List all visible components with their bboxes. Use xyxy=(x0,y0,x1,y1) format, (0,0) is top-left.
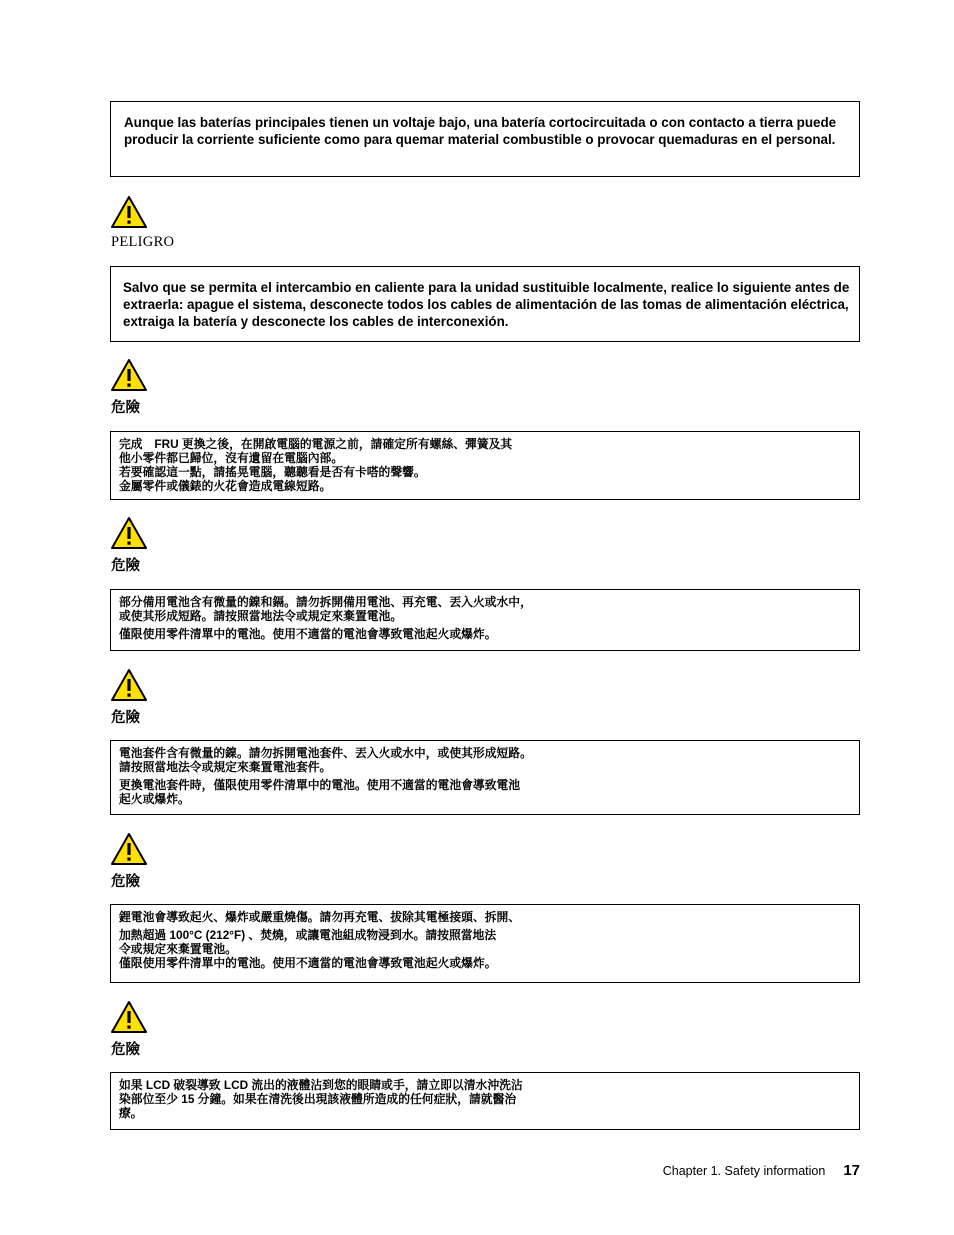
danger-line: 電池套件含有微量的鎳。請勿拆開電池套件、丟入火或水中，或使其形成短路。 xyxy=(119,746,532,760)
peligro-label: PELIGRO xyxy=(111,234,175,250)
warning-icon xyxy=(110,668,148,702)
danger-label: 危險 xyxy=(111,400,140,416)
danger-line: 金屬零件或儀錶的火花會造成電線短路。 xyxy=(119,479,332,493)
warning-icon xyxy=(110,1000,148,1034)
danger-box xyxy=(110,904,860,983)
danger-line: 更換電池套件時，僅限使用零件清單中的電池。使用不適當的電池會導致電池 xyxy=(119,778,521,792)
notice-text: Aunque las baterías principales tienen un voltaje bajo, una batería cortocircuitada o con contacto a tierra puede producir la corriente suficiente como para quemar material combustible o provocar quemaduras en el personal. xyxy=(124,115,837,147)
danger-box xyxy=(110,431,860,500)
footer-chapter: Chapter 1. Safety information xyxy=(662,1164,826,1178)
danger-box xyxy=(110,740,860,815)
danger-label: 危險 xyxy=(111,710,140,726)
danger-line: 若要確認這一點，請搖晃電腦，聽聽看是否有卡嗒的聲響。 xyxy=(119,465,426,479)
danger-line: 如果 LCD 破裂導致 LCD 流出的液體沾到您的眼睛或手，請立即以清水沖洗沾 xyxy=(119,1078,523,1092)
danger-line: 鋰電池會導致起火、爆炸或嚴重燒傷。請勿再充電、拔除其電極接頭、拆開、 xyxy=(119,910,521,924)
danger-line: 令或規定來棄置電池。 xyxy=(119,942,237,956)
page-footer xyxy=(663,1162,860,1179)
danger-box xyxy=(110,589,860,651)
danger-line: 染部位至少 15 分鐘。如果在清洗後出現該液體所造成的任何症狀，請就醫治 xyxy=(119,1092,517,1106)
warning-icon xyxy=(110,516,148,550)
danger-line: 起火或爆炸。 xyxy=(119,792,190,806)
danger-line: 僅限使用零件清單中的電池。使用不適當的電池會導致電池起火或爆炸。 xyxy=(119,627,497,641)
warning-icon xyxy=(110,195,148,229)
danger-line: 完成 FRU 更換之後，在開啟電腦的電源之前，請確定所有螺絲、彈簧及其 xyxy=(119,437,513,451)
peligro-text: Salvo que se permita el intercambio en caliente para la unidad sustituible localmente, realice lo siguiente antes de extraerla: apague el sistema, desconecte todos los cables de alimentación de las tomas de alimentación eléctrica, extraiga la batería y desconecte los cables de interconexión. xyxy=(123,280,850,329)
danger-box xyxy=(110,1072,860,1130)
peligro-box xyxy=(110,266,860,342)
danger-line: 請按照當地法令或規定來棄置電池套件。 xyxy=(119,760,332,774)
danger-label: 危險 xyxy=(111,558,140,574)
danger-line: 僅限使用零件清單中的電池。使用不適當的電池會導致電池起火或爆炸。 xyxy=(119,956,497,970)
danger-line: 或使其形成短路。請按照當地法令或規定來棄置電池。 xyxy=(119,609,403,623)
notice-box xyxy=(110,101,860,177)
warning-icon xyxy=(110,358,148,392)
warning-icon xyxy=(110,832,148,866)
page-number: 17 xyxy=(843,1162,860,1179)
danger-label: 危險 xyxy=(111,1042,140,1058)
danger-line: 加熱超過 100°C (212°F) 、焚燒，或讓電池組成物浸到水。請按照當地法 xyxy=(119,928,497,942)
danger-line: 他小零件都已歸位，沒有遺留在電腦內部。 xyxy=(119,451,344,465)
danger-line: 部分備用電池含有微量的鎳和鎘。請勿拆開備用電池、再充電、丟入火或水中， xyxy=(119,595,532,609)
danger-label: 危險 xyxy=(111,874,140,890)
danger-line: 療。 xyxy=(119,1106,143,1120)
